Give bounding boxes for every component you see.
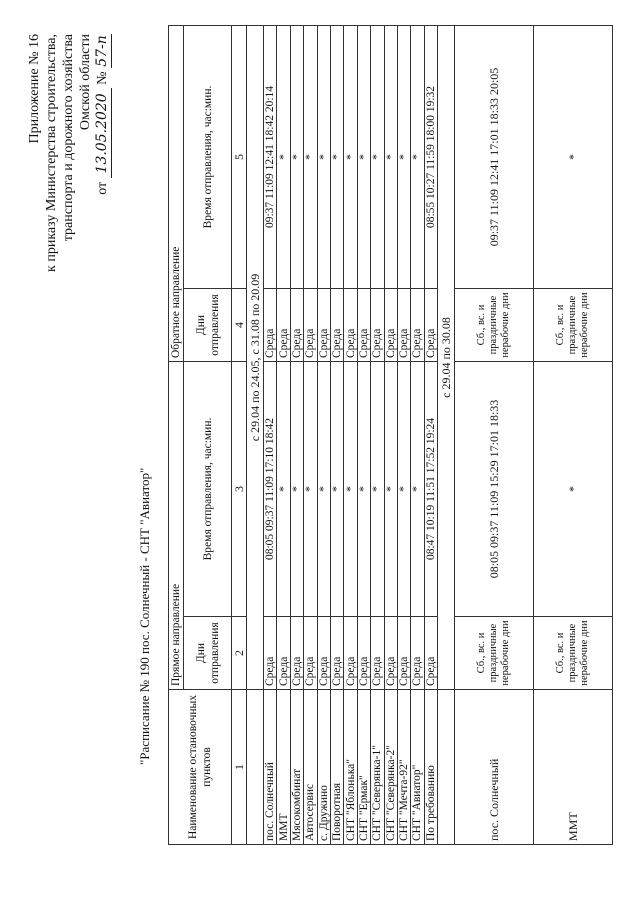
forward-day: Среда: [277, 617, 290, 690]
header-line-2: к приказу Министерства строительства,: [44, 34, 59, 272]
stop-name: пос. Солнечный: [264, 690, 277, 845]
backward-time: *: [304, 26, 317, 289]
approval-header: [26, 34, 112, 454]
header-stop: Наименование остановочных пунктов: [169, 690, 232, 845]
forward-time: *: [304, 362, 317, 617]
backward-time: *: [397, 26, 410, 289]
header-line-4: Омской области: [78, 34, 93, 131]
backward-time: *: [371, 26, 384, 289]
col-number-5: 5: [232, 26, 247, 289]
table-row: [317, 26, 330, 845]
stop-name: ММТ: [534, 690, 613, 845]
backward-day: Среда: [344, 289, 357, 362]
header-times-forward: Время отправления, час:мин.: [184, 362, 232, 617]
forward-time: *: [397, 362, 410, 617]
stop-name: пос. Солнечный: [455, 690, 534, 845]
table-row: [344, 26, 357, 845]
backward-day: Среда: [290, 289, 303, 362]
col-number-2: 2: [232, 617, 247, 690]
forward-day: Среда: [264, 617, 277, 690]
backward-day: Сб., вс. и праздничные нерабочие дни: [455, 289, 534, 362]
forward-day: Среда: [344, 617, 357, 690]
table-row: [411, 26, 424, 845]
forward-time: *: [290, 362, 303, 617]
forward-time: *: [277, 362, 290, 617]
stop-name: По требованию: [424, 690, 437, 845]
stop-name: Поворотная: [330, 690, 343, 845]
forward-day: Среда: [424, 617, 437, 690]
stop-name: Автосервис: [304, 690, 317, 845]
header-line-1: Приложение № 16: [27, 34, 42, 144]
backward-day: Среда: [397, 289, 410, 362]
backward-day: Среда: [277, 289, 290, 362]
table-row: [397, 26, 410, 845]
header-days-forward: Дни отправления: [184, 617, 232, 690]
table-row: [304, 26, 317, 845]
backward-time: 09:37 11:09 12:41 18:42 20:14: [264, 26, 277, 289]
header-line-3: транспорта и дорожного хозяйства: [61, 34, 76, 242]
backward-time: 09:37 11:09 12:41 17:01 18:33 20:05: [455, 26, 534, 289]
backward-day: Среда: [424, 289, 437, 362]
stop-name: ММТ: [277, 690, 290, 845]
table-row: [455, 26, 534, 845]
backward-time: *: [277, 26, 290, 289]
forward-day: Среда: [357, 617, 370, 690]
forward-time: 08:05 09:37 11:09 17:10 18:42: [264, 362, 277, 617]
backward-time: *: [317, 26, 330, 289]
stop-name: с. Дружино: [317, 690, 330, 845]
table-row: [290, 26, 303, 845]
forward-time: *: [317, 362, 330, 617]
header-days-backward: Дни отправления: [184, 289, 232, 362]
forward-day: Среда: [304, 617, 317, 690]
header-date-line: [94, 34, 112, 454]
backward-day: Среда: [357, 289, 370, 362]
forward-day: Среда: [397, 617, 410, 690]
backward-time: 08:55 10:27 11:59 18:00 19:32: [424, 26, 437, 289]
backward-time: *: [411, 26, 424, 289]
forward-time: *: [411, 362, 424, 617]
forward-time: 08:47 10:19 11:51 17:52 19:24: [424, 362, 437, 617]
table-row: [371, 26, 384, 845]
date-value: 13.05.2020: [94, 88, 112, 178]
number-value: 57-п: [94, 35, 110, 67]
backward-time: *: [344, 26, 357, 289]
forward-time: *: [384, 362, 397, 617]
stop-name: СНТ "Мечта-92": [397, 690, 410, 845]
backward-time: *: [357, 26, 370, 289]
table-row: [384, 26, 397, 845]
col-number-3: 3: [232, 362, 247, 617]
table-row: [264, 26, 277, 845]
forward-time: 08:05 09:37 11:09 15:29 17:01 18:33: [455, 362, 534, 617]
forward-day: Среда: [317, 617, 330, 690]
stop-name: СНТ "Северянка-2": [384, 690, 397, 845]
stop-name: СНТ "Ермак": [357, 690, 370, 845]
forward-day: Среда: [290, 617, 303, 690]
period-row-1: с 29.04 по 24.05, с 31.08 по 20.09: [247, 26, 264, 690]
forward-day: Среда: [411, 617, 424, 690]
backward-time: *: [290, 26, 303, 289]
table-row: [357, 26, 370, 845]
stop-name: СНТ "Авиатор": [411, 690, 424, 845]
header-forward: Прямое направление: [169, 362, 184, 690]
table-row: [424, 26, 437, 845]
backward-day: Среда: [317, 289, 330, 362]
forward-day: Среда: [330, 617, 343, 690]
period-row-2: с 29.04 по 30.08: [438, 26, 455, 690]
forward-time: *: [357, 362, 370, 617]
header-backward: Обратное направление: [169, 26, 184, 362]
backward-day: Среда: [304, 289, 317, 362]
forward-day: Сб., вс. и праздничные нерабочие дни: [455, 617, 534, 690]
weekend-rows: [455, 26, 613, 845]
date-prefix: от: [95, 181, 110, 195]
col-number-4: 4: [232, 289, 247, 362]
backward-day: Среда: [371, 289, 384, 362]
backward-day: Среда: [411, 289, 424, 362]
stop-name: Мясокомбинат: [290, 690, 303, 845]
forward-day: Сб., вс. и праздничные нерабочие дни: [534, 617, 613, 690]
forward-day: Среда: [371, 617, 384, 690]
col-number-1: 1: [232, 690, 247, 845]
backward-time: *: [330, 26, 343, 289]
number-prefix: №: [95, 71, 110, 85]
forward-time: *: [534, 362, 613, 617]
forward-time: *: [344, 362, 357, 617]
backward-day: Среда: [264, 289, 277, 362]
header-times-backward: Время отправления, час:мин.: [184, 26, 232, 289]
stop-name: СНТ "Северянка-1": [371, 690, 384, 845]
backward-day: Сб., вс. и праздничные нерабочие дни: [534, 289, 613, 362]
stop-name: СНТ "Яблонька": [344, 690, 357, 845]
schedule-title: "Расписание № 190 пос. Солнечный - СНТ "Авиатор": [137, 467, 152, 765]
backward-time: *: [384, 26, 397, 289]
backward-day: Среда: [384, 289, 397, 362]
table-row: [330, 26, 343, 845]
schedule-table: [168, 25, 613, 845]
weekday-rows: [264, 26, 438, 845]
backward-day: Среда: [330, 289, 343, 362]
table-row: [277, 26, 290, 845]
forward-time: *: [371, 362, 384, 617]
table-row: [534, 26, 613, 845]
backward-time: *: [534, 26, 613, 289]
forward-time: *: [330, 362, 343, 617]
forward-day: Среда: [384, 617, 397, 690]
